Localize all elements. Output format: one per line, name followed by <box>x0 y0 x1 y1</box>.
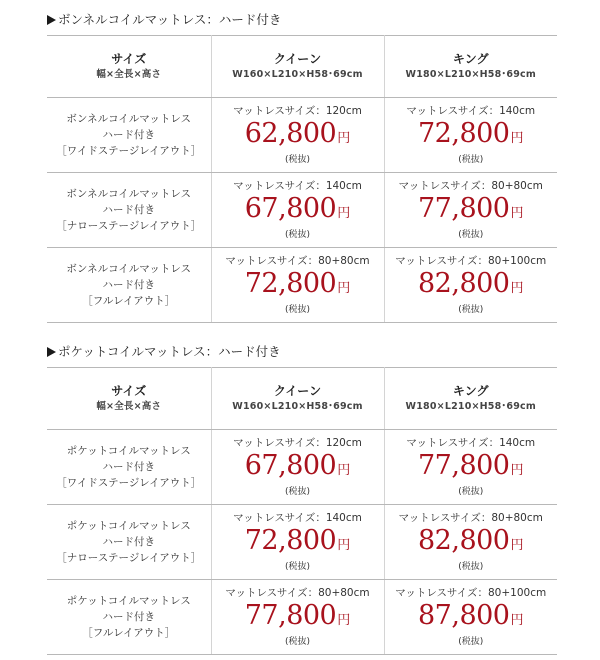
price: 72,800円 <box>244 268 351 299</box>
queen-header-cell: クイーン W160×L210×H58･69cm <box>211 368 384 430</box>
table-header-row <box>47 36 557 98</box>
queen-price-cell: マットレスサイズ：80+80cm 72,800円 (税抜) <box>211 248 384 323</box>
product-name-cell: ボンネルコイルマットレス ハード付き ［ワイドステージレイアウト］ <box>47 98 211 173</box>
price: 82,800円 <box>418 525 524 556</box>
price-table <box>47 367 557 655</box>
table-row <box>47 430 557 505</box>
product-name-cell: ボンネルコイルマットレス ハード付き ［ナローステージレイアウト］ <box>47 173 211 248</box>
queen-price-cell: マットレスサイズ：80+80cm 77,800円 (税抜) <box>211 580 384 655</box>
price: 67,800円 <box>244 193 351 224</box>
king-header-cell: キング W180×L210×H58･69cm <box>384 36 557 98</box>
price: 82,800円 <box>418 268 524 299</box>
section-title: ポケットコイルマットレス：ハード付き <box>47 342 281 362</box>
queen-price-cell: マットレスサイズ：120cm 62,800円 (税抜) <box>211 98 384 173</box>
table-row <box>47 173 557 248</box>
queen-price-cell: マットレスサイズ：140cm 72,800円 (税抜) <box>211 505 384 580</box>
section-title: ボンネルコイルマットレス：ハード付き <box>47 10 281 30</box>
price-table <box>47 35 557 323</box>
triangle-bullet-icon <box>47 347 56 357</box>
price: 62,800円 <box>244 118 351 149</box>
price: 77,800円 <box>244 600 351 631</box>
king-price-cell: マットレスサイズ：80+80cm 77,800円 (税抜) <box>384 173 557 248</box>
king-price-cell: マットレスサイズ：140cm 72,800円 (税抜) <box>384 98 557 173</box>
price: 72,800円 <box>244 525 351 556</box>
king-price-cell: マットレスサイズ：80+100cm 82,800円 (税抜) <box>384 248 557 323</box>
price: 72,800円 <box>418 118 524 149</box>
price: 87,800円 <box>418 600 524 631</box>
queen-price-cell: マットレスサイズ：140cm 67,800円 (税抜) <box>211 173 384 248</box>
king-header-cell: キング W180×L210×H58･69cm <box>384 368 557 430</box>
table-header-row <box>47 368 557 430</box>
product-name-cell: ボンネルコイルマットレス ハード付き ［フルレイアウト］ <box>47 248 211 323</box>
table-row <box>47 98 557 173</box>
size-header-cell: サイズ 幅×全長×高さ <box>47 36 211 98</box>
size-header-cell: サイズ 幅×全長×高さ <box>47 368 211 430</box>
table-row <box>47 248 557 323</box>
king-price-cell: マットレスサイズ：80+80cm 82,800円 (税抜) <box>384 505 557 580</box>
triangle-bullet-icon <box>47 15 56 25</box>
product-name-cell: ポケットコイルマットレス ハード付き ［ワイドステージレイアウト］ <box>47 430 211 505</box>
table-row <box>47 505 557 580</box>
king-price-cell: マットレスサイズ：140cm 77,800円 (税抜) <box>384 430 557 505</box>
queen-price-cell: マットレスサイズ：120cm 67,800円 (税抜) <box>211 430 384 505</box>
table-row <box>47 580 557 655</box>
product-name-cell: ポケットコイルマットレス ハード付き ［ナローステージレイアウト］ <box>47 505 211 580</box>
product-name-cell: ポケットコイルマットレス ハード付き ［フルレイアウト］ <box>47 580 211 655</box>
price: 67,800円 <box>244 450 351 481</box>
queen-header-cell: クイーン W160×L210×H58･69cm <box>211 36 384 98</box>
king-price-cell: マットレスサイズ：80+100cm 87,800円 (税抜) <box>384 580 557 655</box>
price: 77,800円 <box>418 193 524 224</box>
price: 77,800円 <box>418 450 524 481</box>
